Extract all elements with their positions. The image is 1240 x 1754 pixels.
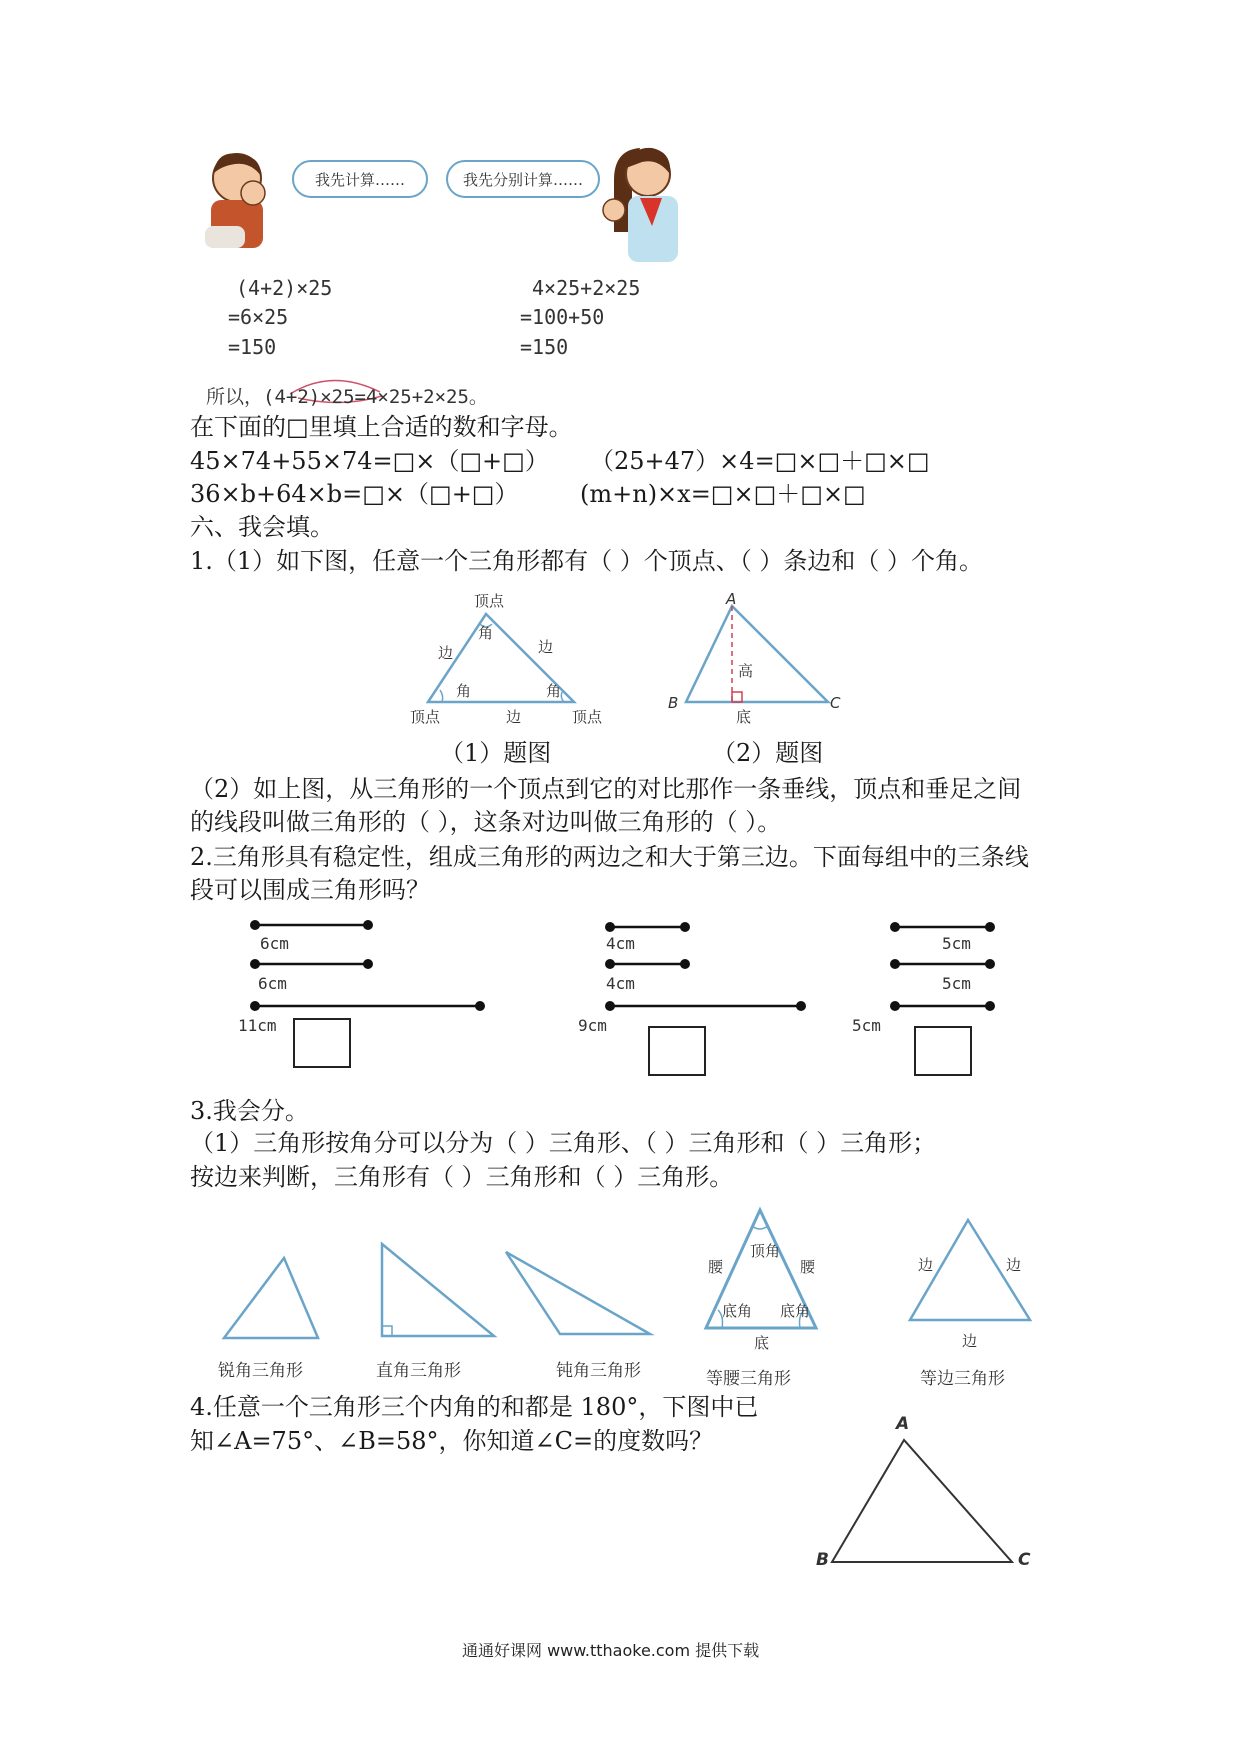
- fig2-caption: （2）题图: [712, 739, 824, 767]
- right-calc-line-1: 4×25+2×25: [532, 276, 641, 300]
- fig1-caption: （1）题图: [440, 739, 552, 767]
- obtuse-label: 钝角三角形: [556, 1361, 641, 1381]
- speech-bubble-right: [446, 160, 600, 198]
- q3-heading: 3.我会分。: [190, 1097, 309, 1125]
- fig2-label-a: A: [726, 590, 737, 608]
- left-calc-line-2: =6×25: [228, 305, 289, 329]
- bubble-left-text: 我先计算……: [314, 170, 405, 189]
- fig1-vertex-top: 顶点: [474, 592, 505, 610]
- iso-base: 底: [754, 1334, 770, 1352]
- fig1-angle-right: 角: [546, 682, 562, 700]
- fig1-side-left: 边: [438, 644, 454, 662]
- q1-part1: 1.（1）如下图，任意一个三角形都有（ ）个顶点、（ ）条边和（ ）个角。: [190, 547, 984, 575]
- group3-answer-box[interactable]: [914, 1026, 972, 1076]
- group2-answer-box[interactable]: [648, 1026, 706, 1076]
- fill-instruction: 在下面的□里填上合适的数和字母。: [190, 413, 573, 441]
- q3-line2: 按边来判断，三角形有（ ）三角形和（ ）三角形。: [190, 1163, 734, 1191]
- q3-line1: （1）三角形按角分可以分为（ ）三角形、（ ）三角形和（ ）三角形；: [190, 1129, 937, 1157]
- bubble-right-text: 我先分别计算……: [462, 170, 583, 189]
- group1-answer-box[interactable]: [293, 1018, 351, 1068]
- iso-apex-angle: 顶角: [750, 1242, 781, 1260]
- fig1-side-right: 边: [538, 638, 554, 656]
- fig2-base-label: 底: [736, 708, 752, 726]
- fig2-height-label: 高: [738, 662, 754, 680]
- fig1-vertex-left: 顶点: [410, 708, 441, 726]
- q4-line1: 4.任意一个三角形三个内角的和都是 180°，下图中已: [190, 1393, 759, 1421]
- fig2-label-b: B: [668, 694, 679, 712]
- fig1-vertex-right: 顶点: [572, 708, 603, 726]
- right-calc-line-2: =100+50: [520, 305, 605, 329]
- group2-label-1: 4cm: [606, 934, 635, 953]
- q2-line2: 段可以围成三角形吗？: [190, 876, 430, 904]
- q4-line2: 知∠A=75°、∠B=58°，你知道∠C=的度数吗？: [190, 1427, 714, 1455]
- group3-label-2: 5cm: [942, 974, 971, 993]
- q1-part2-line1: （2）如上图，从三角形的一个顶点到它的对比那作一条垂线，顶点和垂足之间: [190, 775, 1022, 803]
- iso-base-angle-left: 底角: [722, 1302, 753, 1320]
- fill-row1-left: 45×74+55×74=□×（□+□）: [190, 447, 549, 475]
- acute-label: 锐角三角形: [218, 1361, 303, 1381]
- footer-text: 通通好课网 www.tthaoke.com 提供下载: [462, 1641, 760, 1660]
- group2-label-2: 4cm: [606, 974, 635, 993]
- left-calc-line-3: =150: [228, 335, 277, 359]
- q4-label-a: A: [896, 1414, 910, 1434]
- isosceles-label: 等腰三角形: [706, 1369, 791, 1389]
- fig1-angle-top: 角: [478, 624, 494, 642]
- group2-label-3: 9cm: [578, 1016, 607, 1035]
- q4-label-c: C: [1018, 1550, 1031, 1570]
- equi-side-right: 边: [1006, 1256, 1022, 1274]
- group1-label-3: 11cm: [238, 1016, 277, 1035]
- q4-label-b: B: [816, 1550, 829, 1570]
- group1-label-1: 6cm: [260, 934, 289, 953]
- section6-heading: 六、我会填。: [190, 513, 334, 541]
- q2-line1: 2.三角形具有稳定性，组成三角形的两边之和大于第三边。下面每组中的三条线: [190, 843, 1029, 871]
- right-calc-line-3: =150: [520, 335, 569, 359]
- fill-row2-left: 36×b+64×b=□×（□+□）: [190, 480, 519, 508]
- speech-bubble-left: [292, 160, 428, 198]
- group3-label-1: 5cm: [942, 934, 971, 953]
- group1-label-2: 6cm: [258, 974, 287, 993]
- conclusion-text: 所以，(4+2)×25=4×25+2×25。: [206, 386, 488, 408]
- equilateral-label: 等边三角形: [920, 1369, 1005, 1389]
- equi-side-bottom: 边: [962, 1332, 978, 1350]
- iso-leg-right: 腰: [800, 1258, 816, 1276]
- right-label: 直角三角形: [376, 1361, 461, 1381]
- fill-row2-right: (m+n)×x=□×□＋□×□: [580, 480, 866, 508]
- group3-label-3: 5cm: [852, 1016, 881, 1035]
- iso-base-angle-right: 底角: [780, 1302, 811, 1320]
- iso-leg-left: 腰: [708, 1258, 724, 1276]
- fig1-angle-left: 角: [456, 682, 472, 700]
- q1-part2-line2: 的线段叫做三角形的（ ），这条对边叫做三角形的（ ）。: [190, 808, 782, 836]
- equi-side-left: 边: [918, 1256, 934, 1274]
- left-calc-line-1: (4+2)×25: [236, 276, 333, 300]
- fig1-side-bottom: 边: [506, 708, 522, 726]
- fig2-label-c: C: [830, 694, 841, 712]
- fill-row1-right: （25+47）×4=□×□＋□×□: [590, 447, 930, 475]
